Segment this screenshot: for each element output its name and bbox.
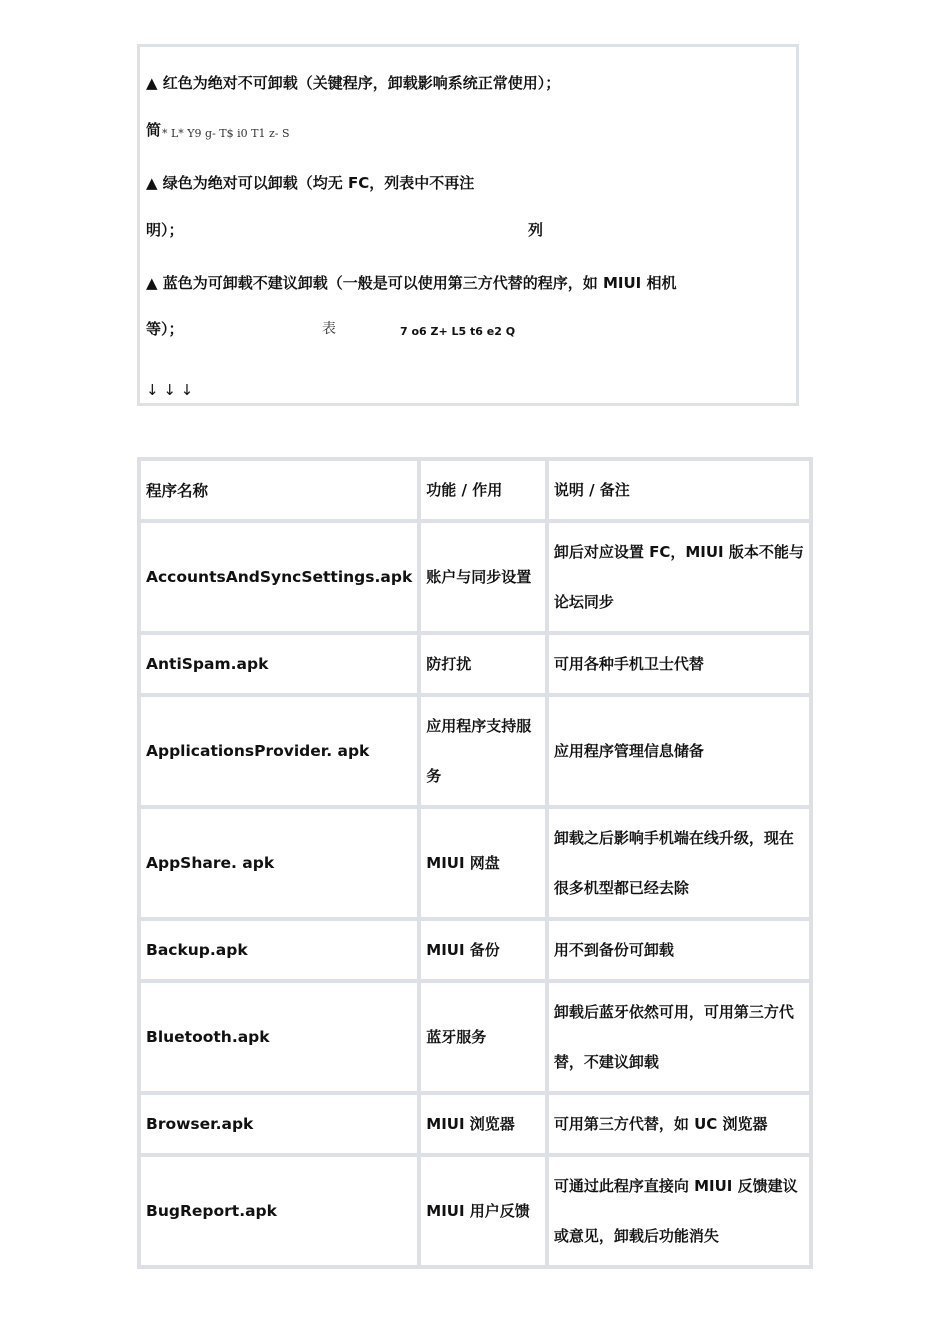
note-cell: 卸载之后影响手机端在线升级，现在很多机型都已经去除 <box>547 807 811 919</box>
legend-blue-line: ▲ 蓝色为可卸载不建议卸载（一般是可以使用第三方代替的程序，如 MIUI 相机 <box>146 274 677 292</box>
note-cell: 用不到备份可卸载 <box>547 919 811 981</box>
function-cell: MIUI 网盘 <box>419 807 547 919</box>
function-cell: 防打扰 <box>419 633 547 695</box>
table-row <box>139 521 811 633</box>
legend-stray-char-2: 表 <box>322 321 336 337</box>
function-cell: 蓝牙服务 <box>419 981 547 1093</box>
note-cell: 卸载后蓝牙依然可用，可用第三方代替，不建议卸载 <box>547 981 811 1093</box>
program-name-cell: Backup.apk <box>139 919 419 981</box>
legend-box <box>137 44 799 406</box>
legend-line2-char: 简 <box>146 121 162 139</box>
legend-red-line: ▲ 红色为绝对不可卸载（关键程序，卸载影响系统正常使用）； <box>146 74 561 92</box>
function-cell: MIUI 备份 <box>419 919 547 981</box>
function-cell: MIUI 浏览器 <box>419 1093 547 1155</box>
table-row <box>139 807 811 919</box>
program-name-cell: Browser.apk <box>139 1093 419 1155</box>
table-row <box>139 919 811 981</box>
program-name-cell: Bluetooth.apk <box>139 981 419 1093</box>
function-cell: 应用程序支持服务 <box>419 695 547 807</box>
program-name-cell: ApplicationsProvider. apk <box>139 695 419 807</box>
legend-stray-char: 列 <box>528 221 544 239</box>
note-cell: 可通过此程序直接向 MIUI 反馈建议或意见，卸载后功能消失 <box>547 1155 811 1267</box>
legend-noise-text: * L* Y9 g- T$ i0 T1 z- S <box>162 127 290 140</box>
program-name-cell: BugReport.apk <box>139 1155 419 1267</box>
legend-green-line: ▲ 绿色为绝对可以卸载（均无 FC，列表中不再注 <box>146 174 475 192</box>
note-cell: 可用第三方代替，如 UC 浏览器 <box>547 1093 811 1155</box>
header-function: 功能 / 作用 <box>419 459 547 521</box>
program-name-cell: AppShare. apk <box>139 807 419 919</box>
down-arrows: ↓ ↓ ↓ <box>146 381 194 399</box>
table-row <box>139 695 811 807</box>
table-header-row <box>139 459 811 521</box>
note-cell: 应用程序管理信息储备 <box>547 695 811 807</box>
header-notes: 说明 / 备注 <box>547 459 811 521</box>
legend-green-line-end: 明）； <box>146 221 184 239</box>
program-name-cell: AntiSpam.apk <box>139 633 419 695</box>
table-row <box>139 1155 811 1267</box>
note-cell: 卸后对应设置 FC，MIUI 版本不能与论坛同步 <box>547 521 811 633</box>
legend-noise-text-2: 7 o6 Z+ L5 t6 e2 Q <box>400 325 516 338</box>
legend-blue-line-end: 等）； <box>146 320 184 338</box>
table-row <box>139 633 811 695</box>
function-cell: MIUI 用户反馈 <box>419 1155 547 1267</box>
note-cell: 可用各种手机卫士代替 <box>547 633 811 695</box>
table-row <box>139 981 811 1093</box>
function-cell: 账户与同步设置 <box>419 521 547 633</box>
table-row <box>139 1093 811 1155</box>
header-program-name: 程序名称 <box>139 459 419 521</box>
apk-table <box>137 457 813 1269</box>
program-name-cell: AccountsAndSyncSettings.apk <box>139 521 419 633</box>
